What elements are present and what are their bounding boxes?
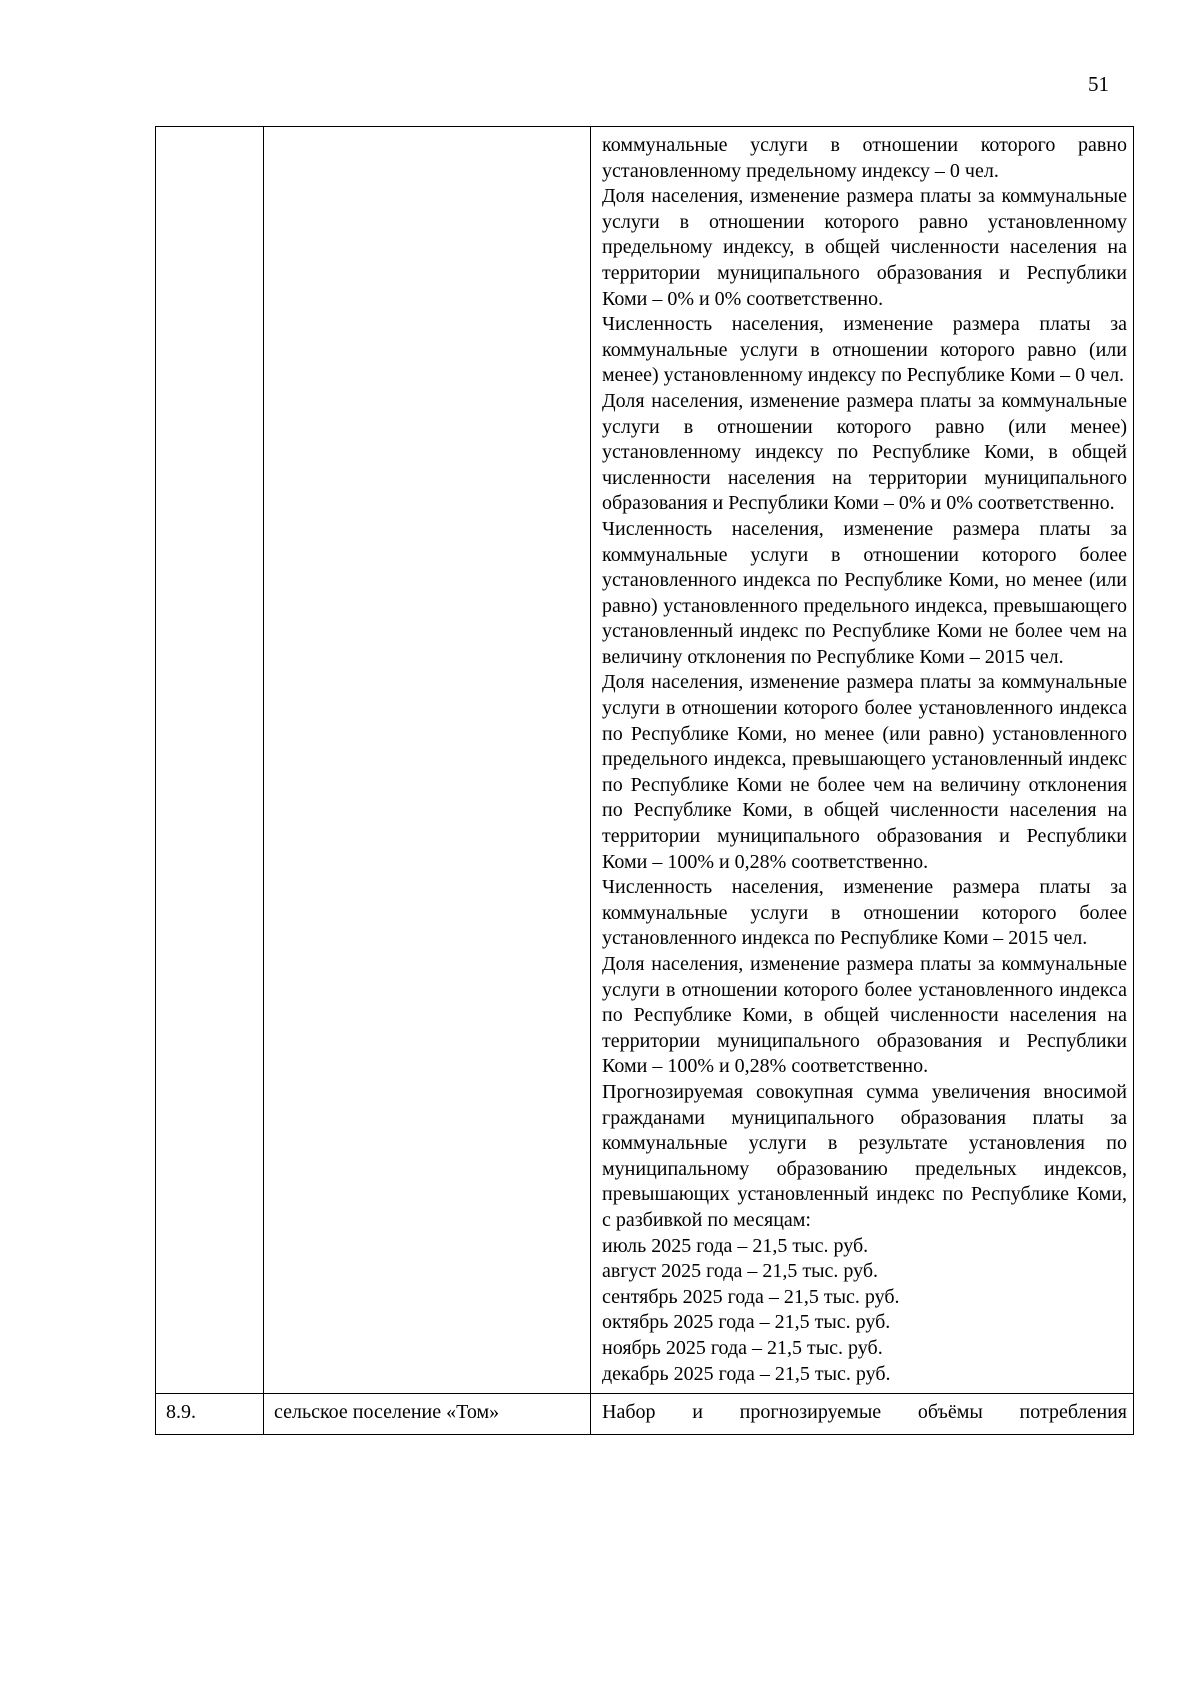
- municipality-name-cell: сельское поселение «Том»: [264, 1394, 591, 1435]
- month-amount-line: июль 2025 года – 21,5 тыс. руб.: [602, 1234, 869, 1257]
- table-row-continued: [156, 127, 1134, 1394]
- paragraph: Набор и прогнозируемые объёмы потребления: [602, 1401, 1127, 1424]
- paragraph: Численность населения, изменение размера платы за коммунальные услуги в отношении которого более установленного индекса по Республике Коми – 2015 чел.: [602, 876, 1127, 950]
- paragraph: Прогнозируемая совокупная сумма увеличения вносимой гражданами муниципального образования платы за коммунальные услуги в результате установления по муниципальному образованию предельных индексов, превышающих установленный индекс по Республике Коми, с разбивкой по месяцам:: [602, 1080, 1127, 1231]
- indices-table: [155, 126, 1134, 1435]
- paragraph: Доля населения, изменение размера платы за коммунальные услуги в отношении которого более установленного индекса по Республике Коми, но менее (или равно) установленного предельного индекса, превышающего установленный индекс по Республике Коми не более чем на величину отклонения по Республике Коми, в общей численности населения на территории муниципального образования и Республики Коми – 100% и 0,28% соответственно.: [602, 671, 1127, 873]
- table-row-8-9: [156, 1394, 1134, 1435]
- row-number-cell: [156, 127, 264, 1394]
- description-cell: [591, 127, 1134, 1394]
- month-amount-line: ноябрь 2025 года – 21,5 тыс. руб.: [602, 1336, 883, 1359]
- paragraph: Доля населения, изменение размера платы за коммунальные услуги в отношении которого равно (или менее) установленному индексу по Республике Коми, в общей численности населения на территории муниципального образования и Республики Коми – 0% и 0% соответственно.: [602, 389, 1127, 515]
- paragraph: Доля населения, изменение размера платы за коммунальные услуги в отношении которого более установленного индекса по Республике Коми, в общей численности населения на территории муниципального образования и Республики Коми – 100% и 0,28% соответственно.: [602, 953, 1127, 1078]
- paragraph: Численность населения, изменение размера платы за коммунальные услуги в отношении которого более установленного индекса по Республике Коми, но менее (или равно) установленного предельного индекса, превышающего установленный индекс по Республике Коми не более чем на величину отклонения по Республике Коми – 2015 чел.: [602, 517, 1127, 668]
- month-amount-line: декабрь 2025 года – 21,5 тыс. руб.: [602, 1362, 891, 1385]
- page-number: 51: [1088, 72, 1109, 96]
- paragraph: Численность населения, изменение размера платы за коммунальные услуги в отношении которого равно (или менее) установленному индексу по Республике Коми – 0 чел.: [602, 313, 1127, 387]
- description-cell: [591, 1394, 1134, 1435]
- paragraph: коммунальные услуги в отношении которого равно установленному предельному индексу – 0 чел.: [602, 134, 1127, 182]
- month-amount-line: сентябрь 2025 года – 21,5 тыс. руб.: [602, 1285, 900, 1308]
- paragraph: Доля населения, изменение размера платы за коммунальные услуги в отношении которого равно установленному предельному индексу, в общей численности населения на территории муниципального образования и Республики Коми – 0% и 0% соответственно.: [602, 185, 1127, 310]
- municipality-name-cell: [264, 127, 591, 1394]
- month-amount-line: август 2025 года – 21,5 тыс. руб.: [602, 1260, 879, 1283]
- row-number-cell: 8.9.: [156, 1394, 264, 1435]
- month-amount-line: октябрь 2025 года – 21,5 тыс. руб.: [602, 1311, 891, 1334]
